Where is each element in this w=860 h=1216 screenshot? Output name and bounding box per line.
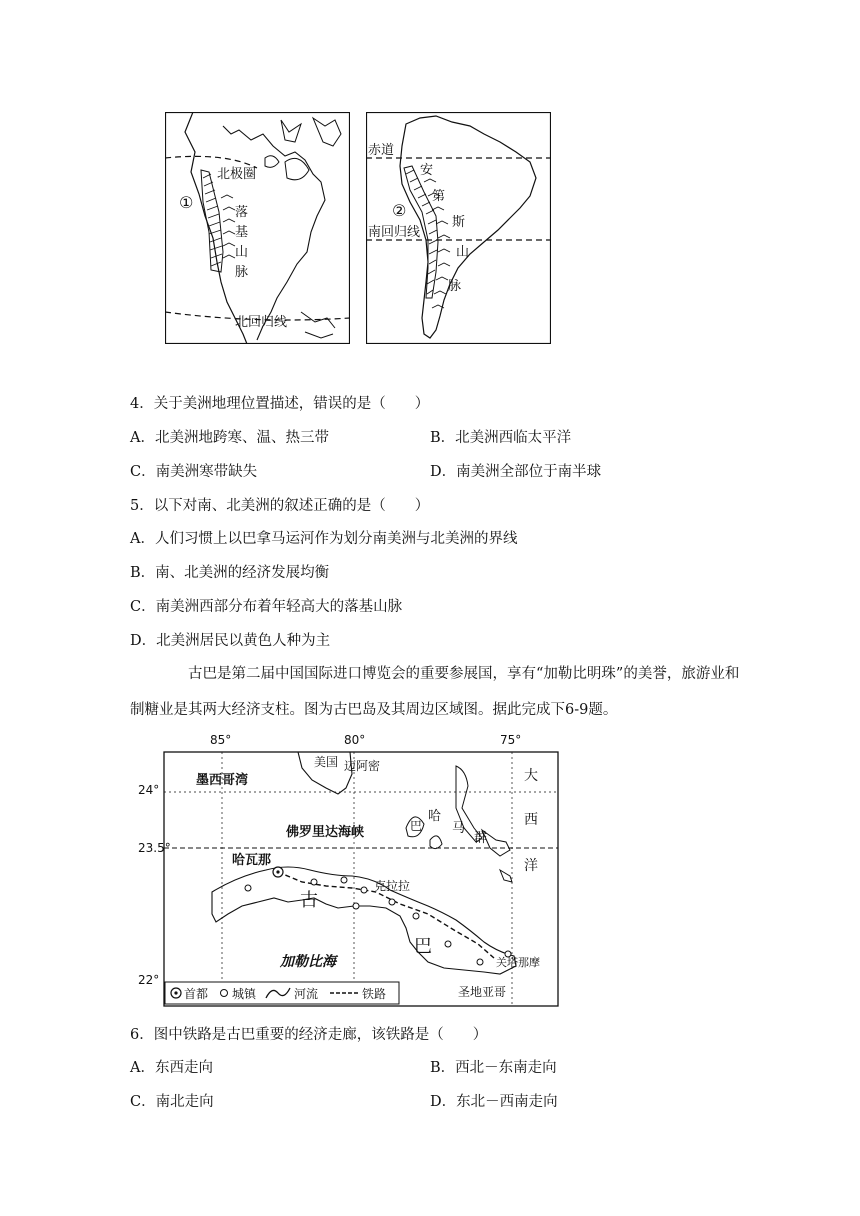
rockies-char-3: 山 (235, 245, 249, 260)
question-4-option-a: A．北美洲地跨寒、温、热三带 (130, 430, 329, 446)
gulf-of-mexico-label: 墨西哥湾 (196, 773, 249, 788)
usa-label: 美国 (314, 755, 339, 769)
lon-80-label: 80° (344, 733, 366, 747)
question-5-option-d: D．北美洲居民以黄色人种为主 (130, 633, 331, 649)
lon-85-label: 85° (210, 733, 232, 747)
north-america-map (165, 112, 350, 344)
guantanamo-label: 关塔那摩 (496, 956, 540, 969)
question-6-option-c: C．南北走向 (130, 1094, 214, 1110)
legend-river: 河流 (294, 987, 319, 1001)
question-4-option-c: C．南美洲寒带缺失 (130, 464, 258, 480)
lon-75-label: 75° (500, 733, 522, 747)
lat-24-label: 24° (138, 783, 160, 797)
tropic-capricorn-label: 南回归线 (368, 225, 421, 240)
map-number-2: ② (392, 201, 407, 220)
rockies-char-1: 落 (235, 205, 249, 220)
equator-label: 赤道 (368, 143, 395, 158)
andes-char-2: 第 (432, 189, 446, 204)
question-4-option-b: B．北美洲西临太平洋 (430, 430, 572, 446)
legend-town: 城镇 (232, 987, 257, 1001)
map-number-1: ① (179, 193, 194, 212)
arctic-circle-label: 北极圈 (217, 167, 257, 182)
bahamas-char-4: 群 (474, 831, 488, 846)
town-icon (221, 990, 228, 997)
question-6-option-b: B．西北－东南走向 (430, 1060, 557, 1076)
question-5-option-a: A．人们习惯上以巴拿马运河作为划分南美洲与北美洲的界线 (130, 531, 518, 547)
cuba-map (138, 730, 562, 1008)
lat-22-label: 22° (138, 973, 160, 987)
andes-char-5: 脉 (448, 279, 462, 294)
cuba-char-2: 巴 (414, 936, 432, 957)
south-america-map (366, 112, 551, 344)
andes-char-3: 斯 (452, 215, 466, 230)
santiago-label: 圣地亚哥 (458, 985, 507, 999)
cuba-char-1: 古 (300, 890, 318, 911)
andes-char-4: 山 (456, 245, 470, 260)
question-6-option-a: A．东西走向 (130, 1060, 213, 1076)
florida-strait-label: 佛罗里达海峡 (286, 825, 365, 840)
andes-char-1: 安 (420, 163, 434, 178)
question-4-stem: 4．关于美洲地理位置描述，错误的是（ ） (130, 396, 430, 412)
miami-label: 迈阿密 (344, 759, 381, 773)
bahamas-char-1: 巴 (410, 819, 423, 833)
bahamas-char-2: 哈 (428, 809, 442, 824)
question-6-option-d: D．东北－西南走向 (430, 1094, 558, 1110)
question-5-option-c: C．南美洲西部分布着年轻高大的落基山脉 (130, 599, 403, 615)
question-6-stem: 6．图中铁路是古巴重要的经济走廊，该铁路是（ ） (130, 1027, 488, 1043)
atlantic-char-1: 大 (524, 768, 538, 784)
atlantic-char-2: 西 (524, 812, 538, 828)
question-5-stem: 5．以下对南、北美洲的叙述正确的是（ ） (130, 498, 430, 514)
atlantic-char-3: 洋 (524, 858, 538, 874)
legend-capital: 首都 (184, 987, 209, 1001)
rockies-char-2: 基 (235, 225, 249, 240)
question-5-option-b: B．南、北美洲的经济发展均衡 (130, 565, 330, 581)
legend-railway: 铁路 (362, 987, 387, 1001)
tropic-cancer-label: 北回归线 (235, 315, 288, 330)
question-4-option-d: D．南美洲全部位于南半球 (430, 464, 602, 480)
santa-clara-label: 克拉拉 (374, 879, 411, 893)
rockies-char-4: 脉 (235, 265, 249, 280)
bahamas-char-3: 马 (452, 821, 466, 836)
passage-text: 古巴是第二届中国国际进口博览会的重要参展国，享有“加勒比明珠”的美誉，旅游业和制糖业是其两大经济支柱。图为古巴岛及其周边区域图。据此完成下6-9题。 (130, 666, 740, 718)
caribbean-sea-label: 加勒比海 (280, 954, 336, 970)
lat-23-5-label: 23.5° (138, 841, 171, 855)
havana-label: 哈瓦那 (232, 853, 272, 868)
